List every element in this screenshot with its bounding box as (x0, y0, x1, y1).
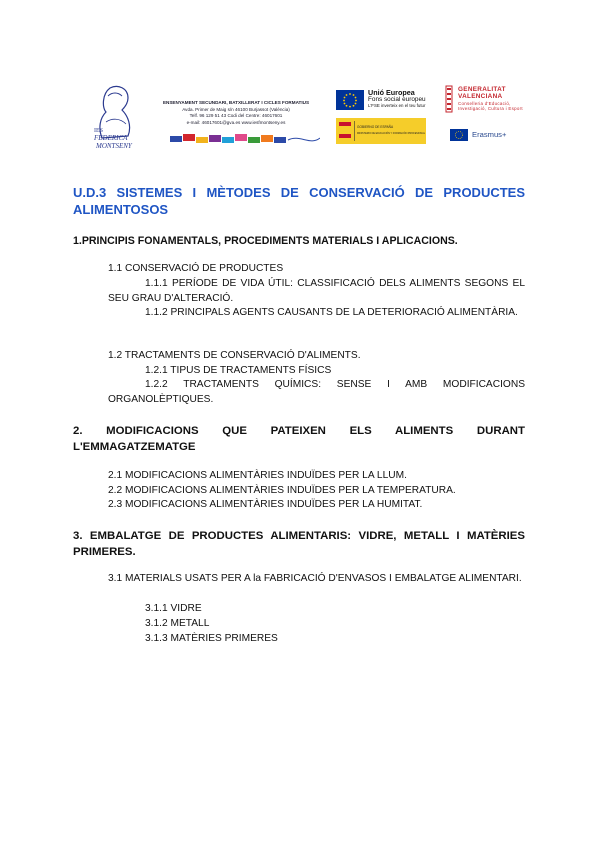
item-2-1: 2.1 MODIFICACIONS ALIMENTÀRIES INDUÏDES PER LA LLUM. (108, 470, 407, 481)
item-3-1-2: 3.1.2 METALL (145, 618, 210, 629)
gob-text-2: MINISTERIO DE EDUCACIÓN Y FORMACIÓN PROFESIONAL (357, 132, 426, 135)
school-logo (88, 82, 146, 152)
gob-text-1: GOBIERNO DE ESPAÑA (357, 125, 394, 129)
eu-subtitle: Fons social europeu (368, 96, 426, 103)
gv-small-2: Investigació, Cultura i Esport (458, 105, 523, 111)
school-info-line: Telf. 96 129 51 43 Codi del Centre: 46017601 (189, 113, 283, 119)
item-3-1-1: 3.1.1 VIDRE (145, 603, 202, 614)
school-info-line: Avda. Primer de Maig s/n 46100 Burjassot (València) (182, 106, 290, 112)
gv-title-2: VALENCIANA (458, 93, 503, 101)
item-1-2-1: 1.2.1 TIPUS DE TRACTAMENTS FÍSICS (145, 365, 332, 376)
erasmus-label: Erasmus+ (472, 130, 507, 139)
school-logo-line-1: IES (94, 128, 103, 134)
item-1-1-2: 1.1.2 PRINCIPALS AGENTS CAUSANTS DE LA DETERIORACIÓ ALIMENTÀRIA. (145, 307, 518, 318)
item-2-3: 2.3 MODIFICACIONS ALIMENTÀRIES INDUÏDES PER LA HUMITAT. (108, 499, 423, 510)
school-info-line: e-mail: 46017601@gva.es www.iesfmontseny.es (186, 119, 286, 125)
section-heading-1: 1.PRINCIPIS FONAMENTALS, PROCEDIMENTS MATERIALS I APLICACIONS. (73, 235, 458, 247)
item-1-1-1: 1.1.1 PERÍODE DE VIDA ÚTIL: CLASSIFICACIÓ DELS ALIMENTS SEGONS EL SEU GRAU D'ALTERACIÓ. (108, 278, 525, 304)
color-stripes-decoration (170, 132, 320, 146)
item-3-1: 3.1 MATERIALS USATS PER A la FABRICACIÓ D'ENVASOS I EMBALATGE ALIMENTARI. (108, 573, 522, 584)
erasmus-flag-icon (450, 129, 468, 141)
section-heading-2: 2. MODIFICACIONS QUE PATEIXEN ELS ALIMENTS DURANT L'EMMAGATZEMATGE (73, 425, 525, 453)
item-1-2-2: 1.2.2 TRACTAMENTS QUÍMICS: SENSE I AMB MODIFICACIONS ORGANOLÈPTIQUES. (108, 379, 525, 405)
school-contact-info (146, 100, 326, 126)
generalitat-label (458, 86, 538, 111)
school-logo-line-2: FEDERICA (94, 134, 128, 142)
item-2-2: 2.2 MODIFICACIONS ALIMENTÀRIES INDUÏDES PER LA TEMPERATURA. (108, 485, 456, 496)
document-title: U.D.3 SISTEMES I MÈTODES DE CONSERVACIÓ DE PRODUCTES ALIMENTOSOS (73, 185, 525, 217)
gv-title-1: GENERALITAT (458, 86, 506, 93)
generalitat-emblem-icon (444, 84, 454, 114)
eu-title: Unió Europea (368, 88, 415, 97)
gv-small-1: Conselleria d'Educació, (458, 100, 511, 106)
letterhead (88, 82, 528, 152)
eu-flag-icon (336, 90, 364, 110)
spanish-government-logo (336, 118, 426, 144)
item-3-1-3: 3.1.3 MATÈRIES PRIMERES (145, 633, 278, 644)
school-info-line: ENSENYAMENT SECUNDARI, BATXILLERAT I CICLES FORMATIUS (162, 100, 310, 105)
item-1-1: 1.1 CONSERVACIÓ DE PRODUCTES (108, 263, 284, 274)
school-logo-line-3: MONTSENY (96, 142, 132, 150)
item-1-2: 1.2 TRACTAMENTS DE CONSERVACIÓ D'ALIMENTS. (108, 350, 361, 361)
section-heading-3: 3. EMBALATGE DE PRODUCTES ALIMENTARIS: VIDRE, METALL I MATÈRIES PRIMERES. (73, 530, 525, 558)
erasmus-logo (450, 128, 530, 142)
eu-motto: L'FSE inverteix en el teu futur (368, 103, 426, 108)
